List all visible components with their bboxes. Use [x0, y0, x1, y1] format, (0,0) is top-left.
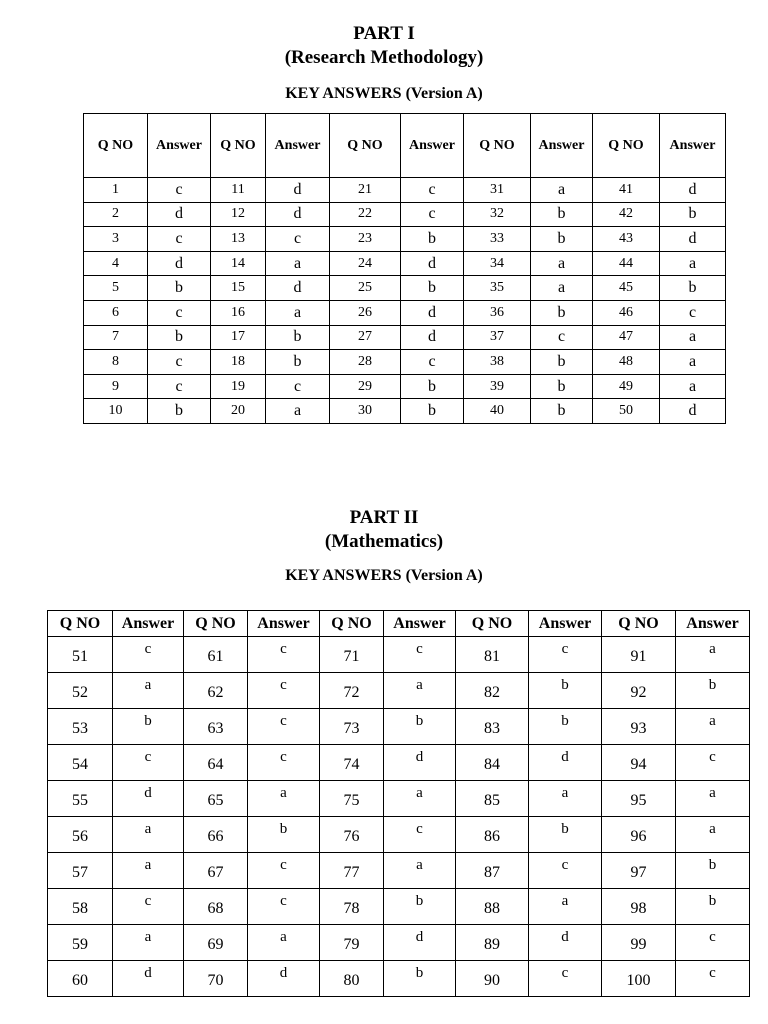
answer-cell: c: [266, 374, 330, 399]
question-number-cell: 7: [84, 325, 148, 350]
answer-cell: a: [660, 251, 726, 276]
answer-cell: a: [660, 350, 726, 375]
part1-key-title: KEY ANSWERS (Version A): [285, 85, 483, 102]
question-number-cell: 61: [184, 637, 248, 673]
answer-cell: d: [660, 178, 726, 203]
question-number-cell: 80: [320, 961, 384, 997]
question-number-cell: 60: [48, 961, 113, 997]
answer-header: Answer: [676, 611, 750, 637]
answer-cell: c: [384, 817, 456, 853]
answer-cell: b: [676, 673, 750, 709]
question-number-cell: 18: [211, 350, 266, 375]
question-number-cell: 41: [593, 178, 660, 203]
qno-header: Q NO: [330, 114, 401, 178]
question-number-cell: 19: [211, 374, 266, 399]
answer-cell: a: [531, 276, 593, 301]
question-number-cell: 37: [464, 325, 531, 350]
table-row: [48, 853, 750, 889]
answer-cell: b: [148, 325, 211, 350]
answer-cell: b: [531, 202, 593, 227]
question-number-cell: 83: [456, 709, 529, 745]
answer-cell: c: [401, 202, 464, 227]
question-number-cell: 70: [184, 961, 248, 997]
qno-header: Q NO: [211, 114, 266, 178]
question-number-cell: 73: [320, 709, 384, 745]
question-number-cell: 28: [330, 350, 401, 375]
answer-cell: d: [148, 202, 211, 227]
question-number-cell: 22: [330, 202, 401, 227]
answer-header: Answer: [248, 611, 320, 637]
answer-cell: d: [384, 745, 456, 781]
answer-cell: c: [529, 961, 602, 997]
answer-cell: b: [384, 709, 456, 745]
table-row: [84, 227, 726, 252]
table-row: [84, 276, 726, 301]
question-number-cell: 100: [602, 961, 676, 997]
table-row: [48, 673, 750, 709]
answer-cell: c: [676, 961, 750, 997]
question-number-cell: 90: [456, 961, 529, 997]
answer-cell: c: [148, 227, 211, 252]
answer-header: Answer: [148, 114, 211, 178]
answer-cell: b: [113, 709, 184, 745]
answer-header: Answer: [660, 114, 726, 178]
question-number-cell: 43: [593, 227, 660, 252]
question-number-cell: 29: [330, 374, 401, 399]
answer-cell: c: [113, 889, 184, 925]
answer-cell: b: [531, 227, 593, 252]
question-number-cell: 47: [593, 325, 660, 350]
question-number-cell: 92: [602, 673, 676, 709]
question-number-cell: 49: [593, 374, 660, 399]
question-number-cell: 1: [84, 178, 148, 203]
answer-cell: b: [266, 350, 330, 375]
question-number-cell: 76: [320, 817, 384, 853]
answer-cell: c: [529, 853, 602, 889]
answer-cell: a: [676, 637, 750, 673]
table-header-row: [84, 114, 726, 178]
answer-cell: d: [266, 202, 330, 227]
question-number-cell: 38: [464, 350, 531, 375]
question-number-cell: 27: [330, 325, 401, 350]
answer-cell: c: [248, 709, 320, 745]
answer-cell: c: [248, 637, 320, 673]
answer-cell: b: [676, 853, 750, 889]
question-number-cell: 39: [464, 374, 531, 399]
question-number-cell: 30: [330, 399, 401, 424]
question-number-cell: 98: [602, 889, 676, 925]
qno-header: Q NO: [184, 611, 248, 637]
answer-cell: a: [384, 853, 456, 889]
answer-cell: c: [660, 300, 726, 325]
answer-cell: d: [401, 251, 464, 276]
answer-cell: a: [113, 817, 184, 853]
answer-cell: d: [384, 925, 456, 961]
part1-answer-table: [83, 113, 726, 424]
answer-cell: d: [266, 178, 330, 203]
answer-cell: c: [113, 745, 184, 781]
table-row: [84, 350, 726, 375]
answer-cell: a: [384, 673, 456, 709]
question-number-cell: 12: [211, 202, 266, 227]
question-number-cell: 65: [184, 781, 248, 817]
question-number-cell: 89: [456, 925, 529, 961]
answer-cell: d: [148, 251, 211, 276]
qno-header: Q NO: [456, 611, 529, 637]
question-number-cell: 84: [456, 745, 529, 781]
answer-cell: c: [148, 374, 211, 399]
question-number-cell: 48: [593, 350, 660, 375]
question-number-cell: 82: [456, 673, 529, 709]
answer-cell: c: [676, 925, 750, 961]
table-row: [48, 889, 750, 925]
answer-cell: c: [113, 637, 184, 673]
part2-subtitle: (Mathematics): [324, 531, 444, 552]
answer-cell: b: [248, 817, 320, 853]
answer-cell: a: [248, 925, 320, 961]
table-row: [84, 325, 726, 350]
question-number-cell: 3: [84, 227, 148, 252]
part1-title: PART I: [353, 23, 415, 44]
answer-cell: b: [148, 276, 211, 301]
question-number-cell: 54: [48, 745, 113, 781]
question-number-cell: 35: [464, 276, 531, 301]
question-number-cell: 75: [320, 781, 384, 817]
table-row: [84, 374, 726, 399]
answer-cell: c: [384, 637, 456, 673]
answer-cell: c: [248, 889, 320, 925]
question-number-cell: 51: [48, 637, 113, 673]
answer-cell: a: [266, 399, 330, 424]
question-number-cell: 16: [211, 300, 266, 325]
answer-cell: d: [660, 399, 726, 424]
qno-header: Q NO: [593, 114, 660, 178]
question-number-cell: 74: [320, 745, 384, 781]
question-number-cell: 99: [602, 925, 676, 961]
answer-cell: b: [660, 276, 726, 301]
answer-cell: c: [148, 300, 211, 325]
answer-cell: d: [113, 961, 184, 997]
question-number-cell: 8: [84, 350, 148, 375]
question-number-cell: 11: [211, 178, 266, 203]
question-number-cell: 52: [48, 673, 113, 709]
question-number-cell: 21: [330, 178, 401, 203]
question-number-cell: 10: [84, 399, 148, 424]
question-number-cell: 58: [48, 889, 113, 925]
answer-cell: b: [401, 276, 464, 301]
qno-header: Q NO: [84, 114, 148, 178]
question-number-cell: 78: [320, 889, 384, 925]
question-number-cell: 55: [48, 781, 113, 817]
question-number-cell: 68: [184, 889, 248, 925]
question-number-cell: 15: [211, 276, 266, 301]
table-row: [48, 781, 750, 817]
answer-cell: a: [266, 300, 330, 325]
answer-cell: c: [401, 350, 464, 375]
table-row: [48, 961, 750, 997]
answer-cell: a: [676, 817, 750, 853]
question-number-cell: 59: [48, 925, 113, 961]
part2-title: PART II: [349, 507, 419, 528]
answer-cell: a: [531, 178, 593, 203]
question-number-cell: 87: [456, 853, 529, 889]
answer-cell: c: [266, 227, 330, 252]
question-number-cell: 17: [211, 325, 266, 350]
answer-cell: d: [266, 276, 330, 301]
answer-cell: b: [266, 325, 330, 350]
answer-cell: a: [660, 325, 726, 350]
answer-cell: a: [113, 673, 184, 709]
qno-header: Q NO: [464, 114, 531, 178]
question-number-cell: 40: [464, 399, 531, 424]
answer-cell: a: [660, 374, 726, 399]
answer-cell: c: [401, 178, 464, 203]
answer-cell: b: [148, 399, 211, 424]
question-number-cell: 85: [456, 781, 529, 817]
question-number-cell: 46: [593, 300, 660, 325]
answer-cell: a: [529, 889, 602, 925]
answer-cell: c: [248, 853, 320, 889]
answer-cell: b: [529, 817, 602, 853]
answer-cell: c: [248, 745, 320, 781]
table-row: [48, 925, 750, 961]
question-number-cell: 72: [320, 673, 384, 709]
table-header-row: [48, 611, 750, 637]
question-number-cell: 2: [84, 202, 148, 227]
question-number-cell: 50: [593, 399, 660, 424]
answer-cell: a: [266, 251, 330, 276]
answer-cell: d: [248, 961, 320, 997]
table-row: [84, 178, 726, 203]
question-number-cell: 86: [456, 817, 529, 853]
question-number-cell: 14: [211, 251, 266, 276]
question-number-cell: 13: [211, 227, 266, 252]
question-number-cell: 97: [602, 853, 676, 889]
question-number-cell: 20: [211, 399, 266, 424]
answer-cell: d: [113, 781, 184, 817]
question-number-cell: 5: [84, 276, 148, 301]
answer-cell: d: [529, 925, 602, 961]
answer-cell: b: [531, 399, 593, 424]
answer-cell: b: [384, 889, 456, 925]
answer-cell: a: [676, 781, 750, 817]
question-number-cell: 64: [184, 745, 248, 781]
question-number-cell: 93: [602, 709, 676, 745]
question-number-cell: 26: [330, 300, 401, 325]
answer-cell: c: [148, 350, 211, 375]
question-number-cell: 31: [464, 178, 531, 203]
part2-answer-table: [47, 610, 750, 997]
question-number-cell: 79: [320, 925, 384, 961]
answer-cell: a: [248, 781, 320, 817]
question-number-cell: 94: [602, 745, 676, 781]
answer-cell: b: [384, 961, 456, 997]
answer-cell: a: [529, 781, 602, 817]
table-row: [84, 300, 726, 325]
question-number-cell: 42: [593, 202, 660, 227]
question-number-cell: 77: [320, 853, 384, 889]
table-row: [84, 251, 726, 276]
answer-cell: c: [248, 673, 320, 709]
question-number-cell: 4: [84, 251, 148, 276]
question-number-cell: 67: [184, 853, 248, 889]
part2-key-title: KEY ANSWERS (Version A): [285, 567, 483, 584]
qno-header: Q NO: [320, 611, 384, 637]
answer-cell: c: [676, 745, 750, 781]
question-number-cell: 69: [184, 925, 248, 961]
question-number-cell: 88: [456, 889, 529, 925]
question-number-cell: 44: [593, 251, 660, 276]
question-number-cell: 25: [330, 276, 401, 301]
table-row: [48, 817, 750, 853]
answer-cell: a: [531, 251, 593, 276]
table-row: [48, 637, 750, 673]
qno-header: Q NO: [48, 611, 113, 637]
answer-cell: c: [529, 637, 602, 673]
answer-cell: b: [401, 374, 464, 399]
question-number-cell: 91: [602, 637, 676, 673]
question-number-cell: 6: [84, 300, 148, 325]
table-row: [84, 202, 726, 227]
answer-cell: d: [401, 300, 464, 325]
question-number-cell: 23: [330, 227, 401, 252]
question-number-cell: 66: [184, 817, 248, 853]
table-row: [48, 709, 750, 745]
answer-cell: a: [113, 925, 184, 961]
question-number-cell: 34: [464, 251, 531, 276]
answer-header: Answer: [401, 114, 464, 178]
question-number-cell: 45: [593, 276, 660, 301]
answer-cell: a: [113, 853, 184, 889]
question-number-cell: 62: [184, 673, 248, 709]
table-row: [48, 745, 750, 781]
part1-subtitle: (Research Methodology): [284, 47, 484, 68]
answer-cell: b: [531, 300, 593, 325]
question-number-cell: 57: [48, 853, 113, 889]
answer-header: Answer: [384, 611, 456, 637]
question-number-cell: 24: [330, 251, 401, 276]
question-number-cell: 33: [464, 227, 531, 252]
question-number-cell: 96: [602, 817, 676, 853]
answer-header: Answer: [113, 611, 184, 637]
question-number-cell: 71: [320, 637, 384, 673]
qno-header: Q NO: [602, 611, 676, 637]
answer-header: Answer: [529, 611, 602, 637]
answer-cell: b: [531, 374, 593, 399]
answer-cell: b: [531, 350, 593, 375]
answer-header: Answer: [266, 114, 330, 178]
question-number-cell: 36: [464, 300, 531, 325]
answer-cell: d: [401, 325, 464, 350]
answer-cell: c: [148, 178, 211, 203]
question-number-cell: 95: [602, 781, 676, 817]
answer-cell: b: [660, 202, 726, 227]
question-number-cell: 32: [464, 202, 531, 227]
question-number-cell: 53: [48, 709, 113, 745]
answer-header: Answer: [531, 114, 593, 178]
answer-cell: b: [676, 889, 750, 925]
answer-cell: c: [531, 325, 593, 350]
question-number-cell: 56: [48, 817, 113, 853]
answer-cell: b: [529, 709, 602, 745]
answer-cell: a: [676, 709, 750, 745]
question-number-cell: 9: [84, 374, 148, 399]
table-row: [84, 399, 726, 424]
answer-cell: d: [529, 745, 602, 781]
question-number-cell: 63: [184, 709, 248, 745]
answer-cell: a: [384, 781, 456, 817]
answer-cell: b: [401, 399, 464, 424]
answer-cell: d: [660, 227, 726, 252]
answer-cell: b: [401, 227, 464, 252]
question-number-cell: 81: [456, 637, 529, 673]
answer-cell: b: [529, 673, 602, 709]
